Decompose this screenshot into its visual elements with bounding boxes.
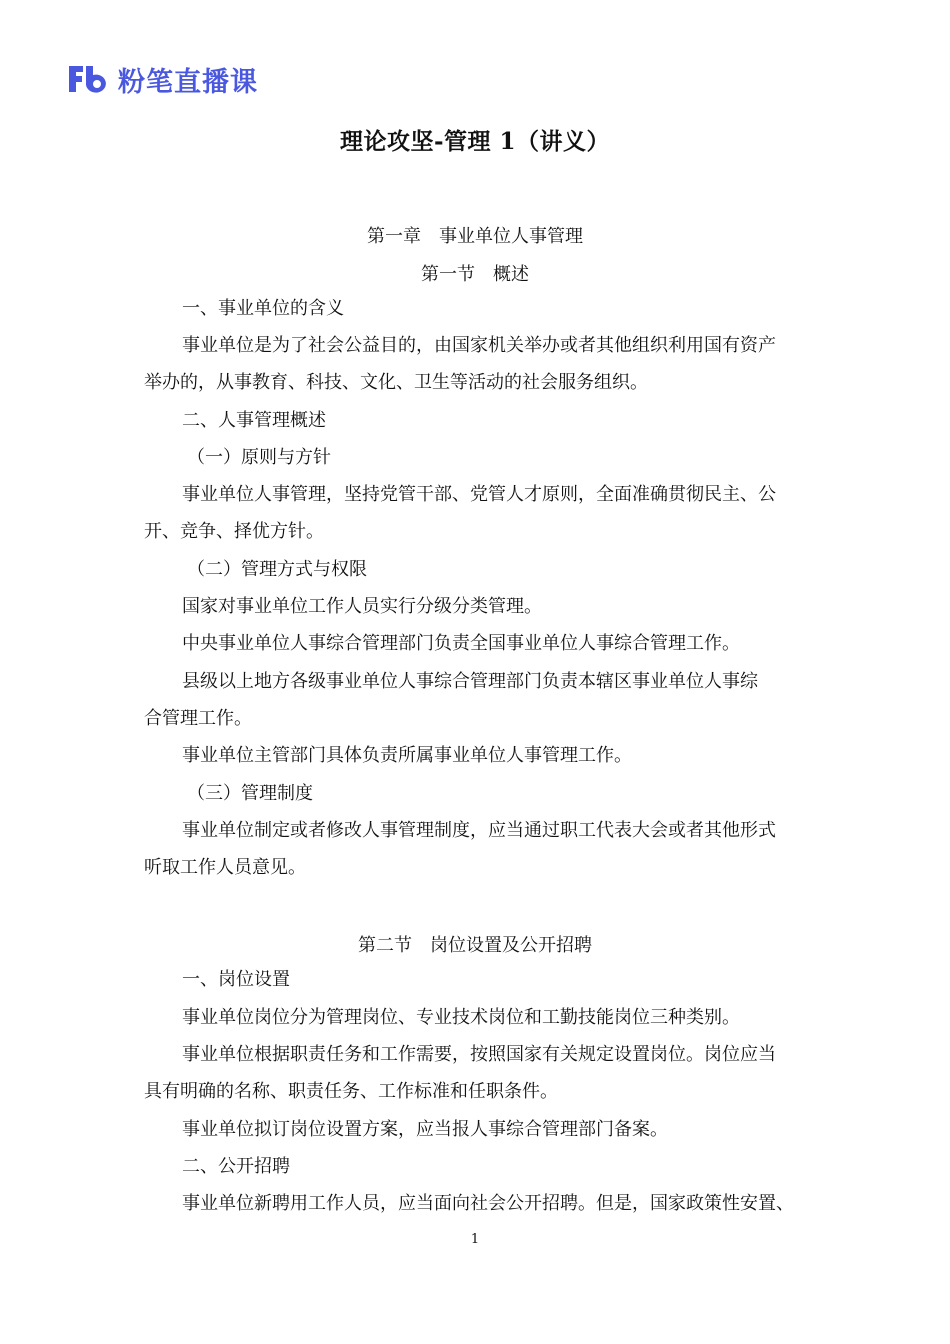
document-title: 理论攻坚-管理 1（讲义）	[339, 128, 611, 155]
subheading: 二、公开招聘	[182, 1156, 290, 1177]
paragraph-line: 事业单位是为了社会公益目的，由国家机关举办或者其他组织利用国有资产	[182, 335, 776, 356]
paragraph-line: 事业单位主管部门具体负责所属事业单位人事管理工作。	[182, 745, 632, 766]
paragraph-line: 中央事业单位人事综合管理部门负责全国事业单位人事综合管理工作。	[182, 633, 740, 654]
paragraph-line: 合管理工作。	[144, 708, 252, 729]
paragraph-line: 举办的，从事教育、科技、文化、卫生等活动的社会服务组织。	[144, 372, 648, 393]
subheading: （二）管理方式与权限	[187, 559, 367, 580]
paragraph-line: 开、竞争、择优方针。	[144, 521, 324, 542]
paragraph-line: 事业单位制定或者修改人事管理制度，应当通过职工代表大会或者其他形式	[182, 820, 776, 841]
subheading: 一、岗位设置	[182, 969, 290, 990]
page-number: 1	[470, 1232, 480, 1247]
paragraph-line: 县级以上地方各级事业单位人事综合管理部门负责本辖区事业单位人事综	[182, 671, 758, 692]
logo-text: 粉笔直播课	[118, 66, 258, 98]
paragraph-line: 听取工作人员意见。	[144, 857, 306, 878]
paragraph-line: 事业单位根据职责任务和工作需要，按照国家有关规定设置岗位。岗位应当	[182, 1044, 776, 1065]
section-heading: 第一节 概述	[421, 264, 529, 285]
subheading: 二、人事管理概述	[182, 410, 326, 431]
paragraph-line: 事业单位岗位分为管理岗位、专业技术岗位和工勤技能岗位三种类别。	[182, 1007, 740, 1028]
fb-logo-icon	[66, 62, 112, 96]
paragraph-line: 事业单位人事管理，坚持党管干部、党管人才原则，全面准确贯彻民主、公	[182, 484, 776, 505]
paragraph-line: 事业单位拟订岗位设置方案，应当报人事综合管理部门备案。	[182, 1119, 668, 1140]
paragraph-line: 国家对事业单位工作人员实行分级分类管理。	[182, 596, 542, 617]
section-heading: 第二节 岗位设置及公开招聘	[358, 935, 592, 956]
chapter-heading: 第一章 事业单位人事管理	[367, 226, 583, 247]
subheading: （一）原则与方针	[187, 447, 331, 468]
paragraph-line: 事业单位新聘用工作人员，应当面向社会公开招聘。但是，国家政策性安置、	[182, 1193, 794, 1214]
subheading: （三）管理制度	[187, 783, 313, 804]
paragraph-line: 具有明确的名称、职责任务、工作标准和任职条件。	[144, 1081, 558, 1102]
brand-logo	[66, 62, 258, 96]
subheading: 一、事业单位的含义	[182, 298, 344, 319]
